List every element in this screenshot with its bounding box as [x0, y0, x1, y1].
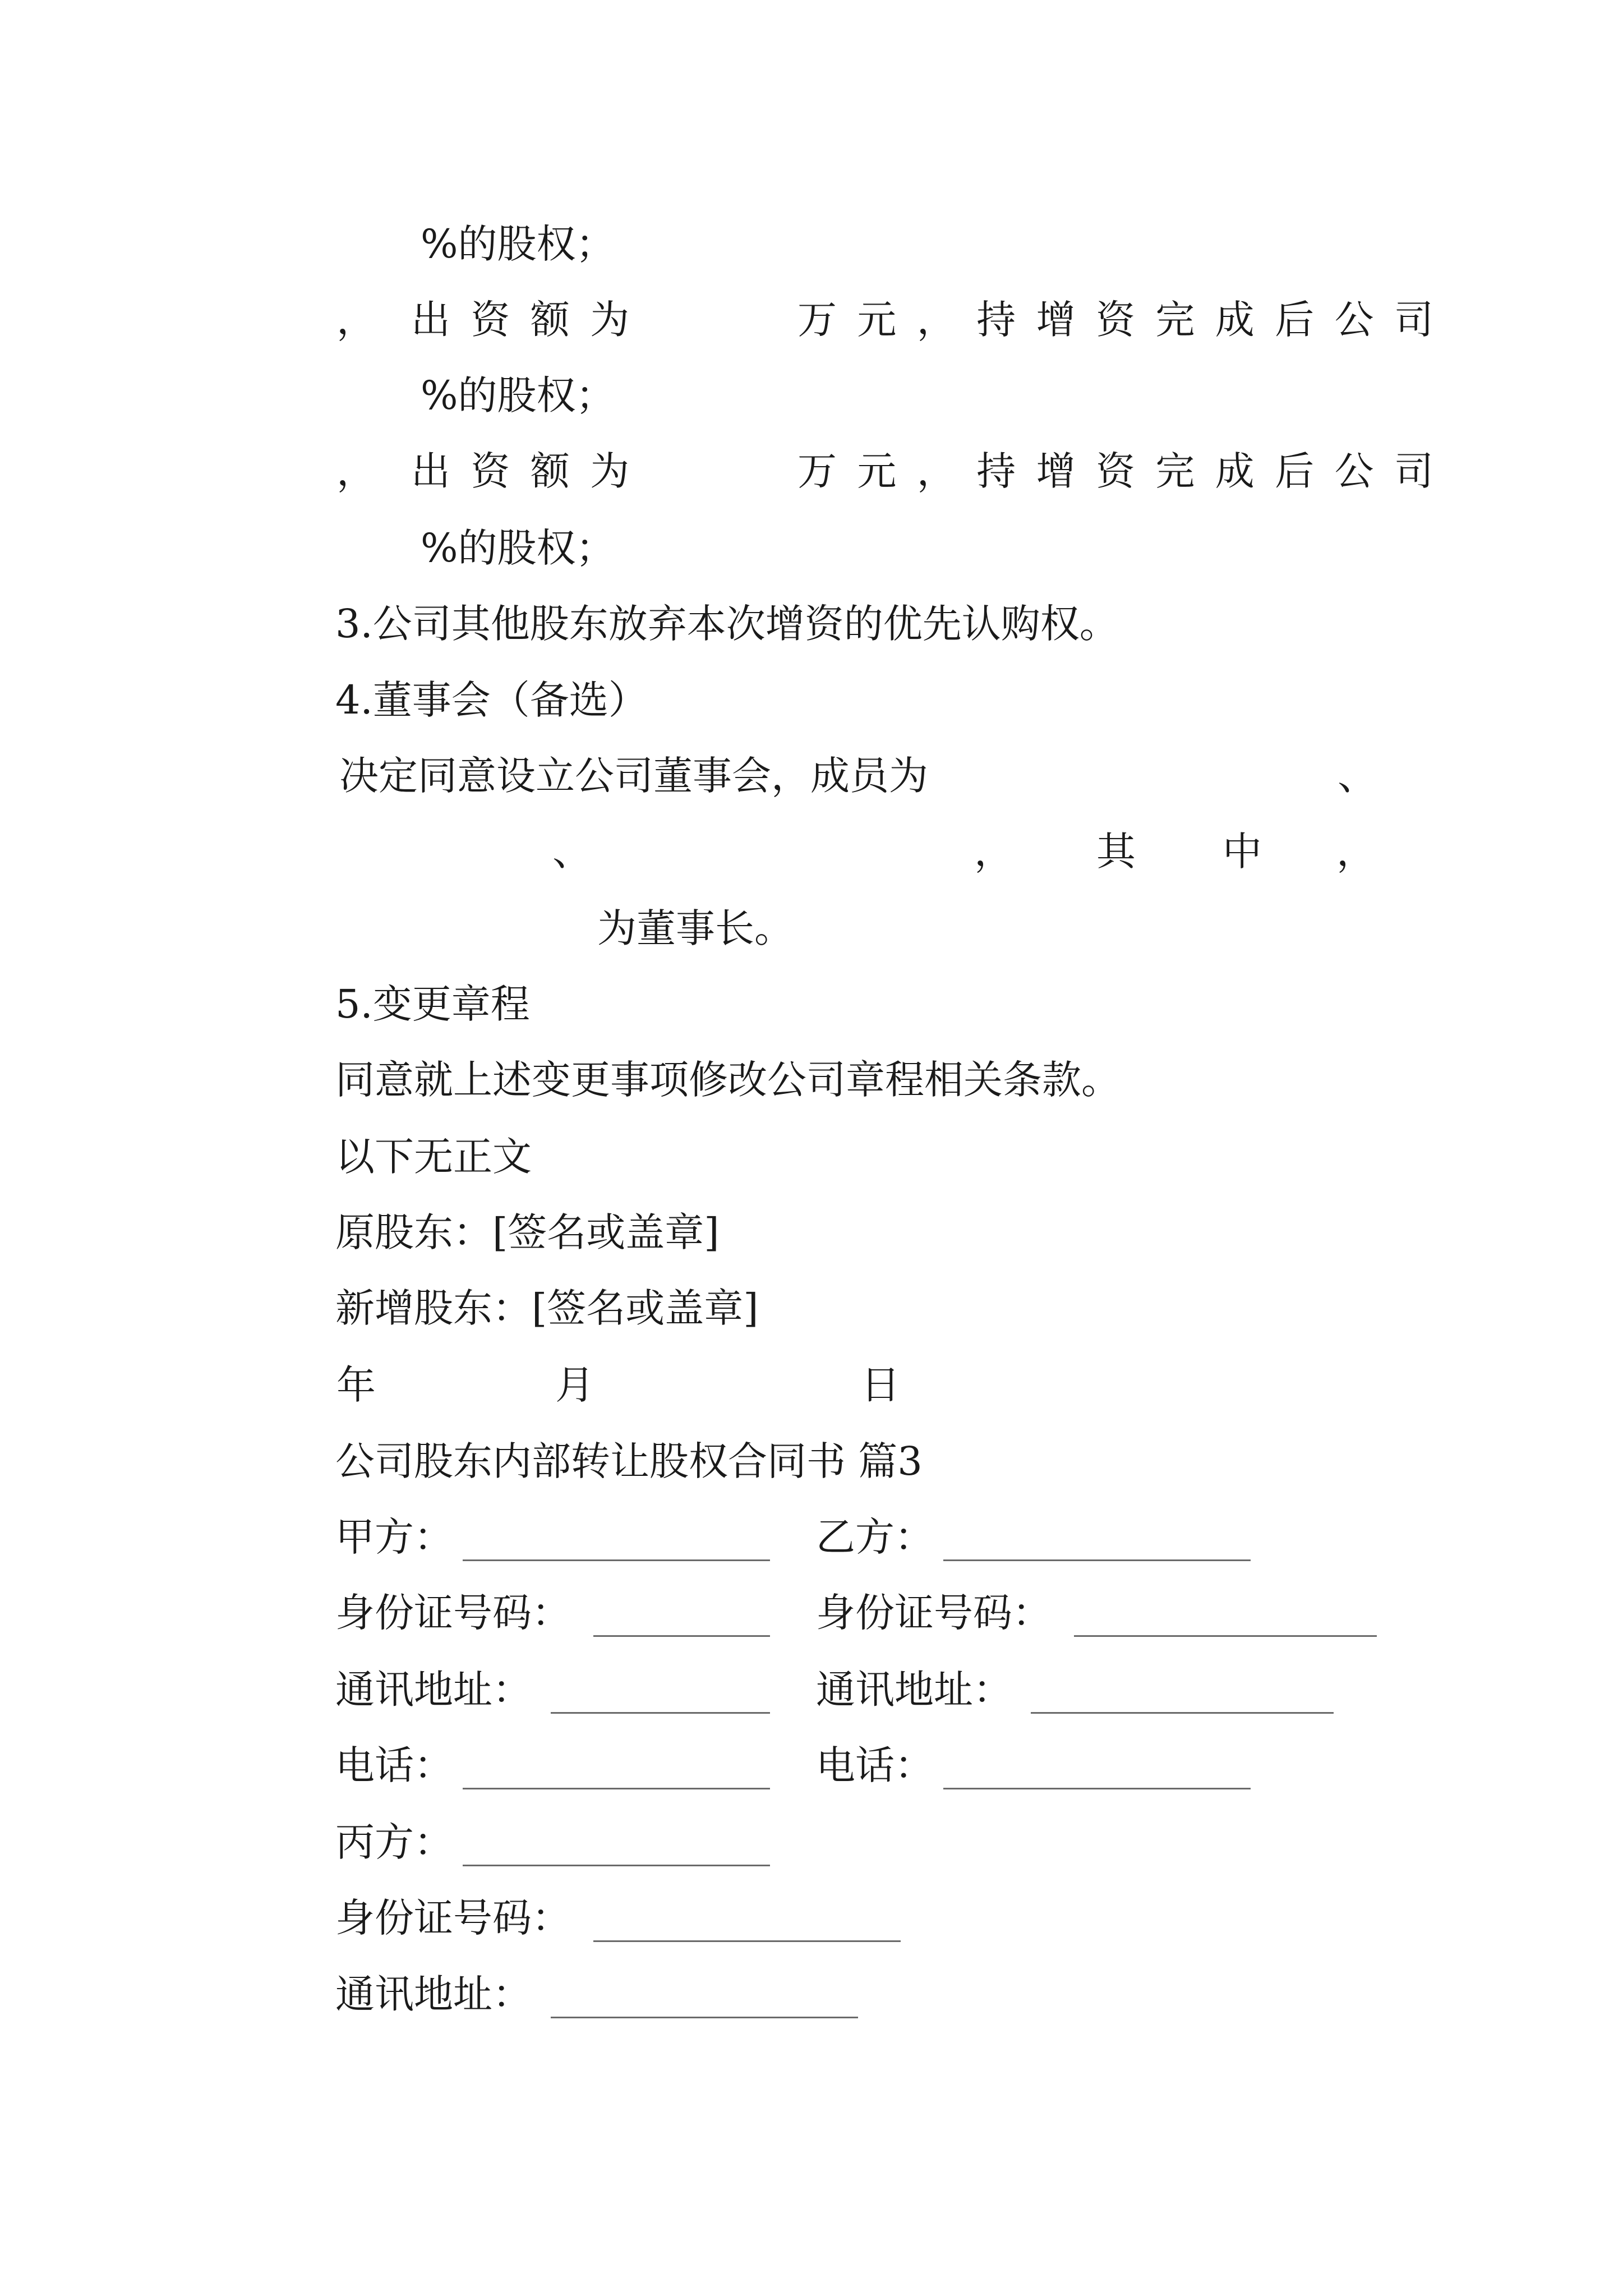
enumeration-comma-2: 、: [552, 829, 592, 875]
comma-board-1: ，: [974, 829, 1013, 875]
new-shareholder-signature: 新增股东：[签名或盖章]: [335, 1285, 759, 1331]
party-a-address-field[interactable]: [551, 1712, 770, 1714]
party-a-label: 甲方：: [335, 1514, 453, 1560]
board-decision-text: 决定同意设立公司董事会，成员为: [339, 753, 928, 799]
party-c-label: 丙方：: [335, 1819, 453, 1865]
comma-line-2: ，: [336, 297, 376, 343]
party-b-field[interactable]: [943, 1559, 1251, 1561]
equity-percent-line-2: %的股权；: [421, 372, 615, 418]
party-c-id-field[interactable]: [593, 1940, 901, 1942]
equity-percent-line-3: %的股权；: [421, 525, 615, 571]
party-c-field[interactable]: [463, 1865, 770, 1866]
contract-title: 公司股东内部转让股权合同书 篇3: [335, 1438, 923, 1484]
party-a-phone-field[interactable]: [463, 1788, 770, 1789]
contribution-amount-text-2: 万元，持增资完成后公司: [797, 448, 1454, 494]
comma-board-2: ，: [1336, 829, 1376, 875]
party-a-address-label: 通讯地址：: [335, 1667, 532, 1713]
party-b-address-field[interactable]: [1031, 1712, 1334, 1714]
party-b-id-label: 身份证号码：: [816, 1590, 1052, 1636]
qi-character: 其: [1096, 829, 1136, 875]
party-c-address-field[interactable]: [551, 2017, 858, 2018]
zhong-character: 中: [1223, 829, 1262, 875]
no-text-below: 以下无正文: [335, 1134, 532, 1180]
comma-line-4: ，: [336, 448, 376, 494]
date-month: 月: [555, 1362, 594, 1408]
contribution-label-1: 出资额为: [411, 297, 650, 343]
party-b-id-field[interactable]: [1074, 1635, 1377, 1637]
party-b-phone-field[interactable]: [943, 1788, 1251, 1789]
clause-3: 3.公司其他股东放弃本次增资的优先认购权。: [335, 601, 1119, 647]
date-day: 日: [861, 1362, 900, 1408]
party-b-label: 乙方：: [816, 1514, 934, 1560]
party-c-address-label: 通讯地址：: [335, 1971, 532, 2017]
party-b-address-label: 通讯地址：: [816, 1667, 1012, 1713]
clause-4-heading: 4.董事会（备选）: [335, 677, 648, 723]
amend-articles-text: 同意就上述变更事项修改公司章程相关条款。: [335, 1057, 1121, 1103]
contribution-label-2: 出资额为: [411, 448, 650, 494]
contribution-amount-text-1: 万元，持增资完成后公司: [797, 297, 1454, 343]
enumeration-comma-1: 、: [1338, 753, 1377, 799]
chairman-text: 为董事长。: [597, 905, 794, 951]
party-a-id-label: 身份证号码：: [335, 1590, 571, 1636]
party-a-phone-label: 电话：: [335, 1742, 453, 1788]
equity-percent-line-1: %的股权；: [421, 221, 615, 267]
party-c-id-label: 身份证号码：: [335, 1895, 571, 1941]
party-a-field[interactable]: [463, 1559, 770, 1561]
party-b-phone-label: 电话：: [816, 1742, 934, 1788]
date-year: 年: [336, 1362, 376, 1408]
party-a-id-field[interactable]: [593, 1635, 770, 1637]
clause-5-heading: 5.变更章程: [335, 981, 530, 1027]
original-shareholder-signature: 原股东：[签名或盖章]: [335, 1209, 720, 1255]
